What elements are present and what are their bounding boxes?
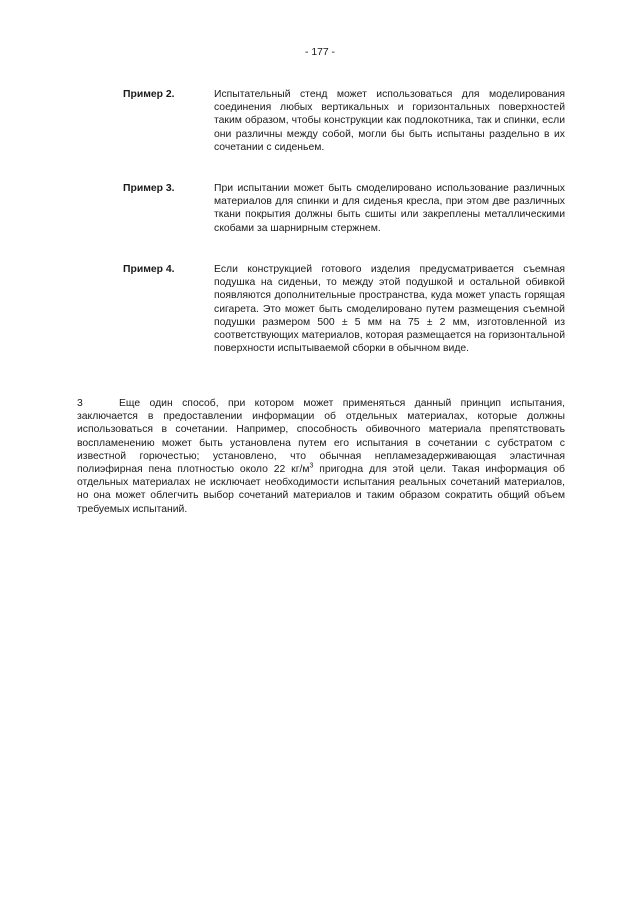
example-label: Пример 3.	[123, 183, 175, 194]
example-label: Пример 2.	[123, 89, 175, 100]
example-text: При испытании может быть смоделировано использование различных материалов для спинки и для сиденья кресла, при этом две различных ткани покрытия должны быть сшиты или закреплены металлическими скобами за шарнирным стержнем.	[214, 183, 565, 234]
page-number: - 177 -	[304, 47, 336, 58]
example-label: Пример 4.	[123, 264, 175, 275]
paragraph-number: 3	[77, 398, 83, 409]
superscript: 3	[309, 462, 314, 470]
paragraph-text-part-2: пригодна для этой цели. Такая информация об отдельных материалах не исключает необходимости испытания реальных сочетаний материалов, но она может облегчить выбор сочетаний материалов и таким образом сократить общий объем требуемых испытаний.	[77, 464, 565, 515]
example-text: Испытательный стенд может использоваться для моделирования соединения любых вертикальных и горизонтальных поверхностей таким образом, чтобы конструкции как подлокотника, так и спинки, если они различны между собой, могли бы быть испытаны раздельно в их сочетании с сиденьем.	[214, 89, 565, 153]
example-text: Если конструкцией готового изделия предусматривается съемная подушка на сиденьи, то между этой подушкой и остальной обивкой появляются дополнительные пространства, куда может упасть горящая сигарета. Это может быть смоделировано путем размещения съемной подушки размером 500 ± 5 мм на 75 ± 2 мм, изготовленной из соответствующих материалов, которая размещается на горизонтальной поверхности испытываемой сборки в обычном виде.	[214, 264, 565, 355]
numbered-paragraph	[77, 397, 565, 516]
paragraph-text-part-1: Еще один способ, при котором может применяться данный принцип испытания, заключается в предоставлении информации об отдельных материалах, которые должны использоваться в сочетании. Например, способность обивочного материала препятствовать воспламенению может быть установлена путем его испытания в сочетании с субстратом с известной горючестью; установлено, что обычная непламезадерживающая эластичная полиэфирная пена плотностью около 22 кг/м	[77, 398, 565, 476]
